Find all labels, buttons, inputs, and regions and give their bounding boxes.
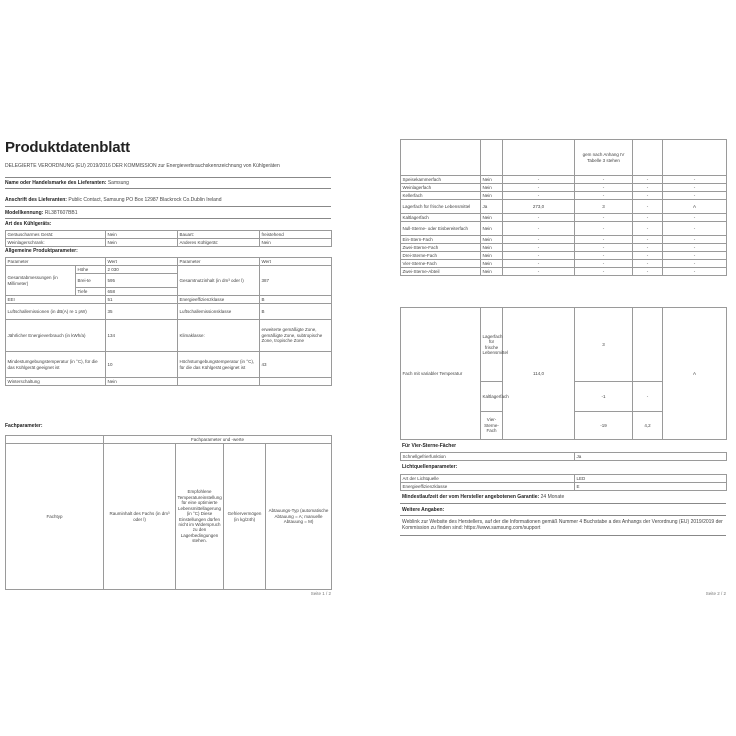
page-number: Seite 2 / 2 — [705, 591, 726, 596]
table-cell: Nein — [106, 378, 178, 386]
table-cell: Nein — [481, 192, 503, 200]
table-cell: Gefriervermögen (in kg/24h) — [224, 444, 266, 590]
table-cell: 4,2 — [633, 412, 663, 440]
table-cell: Empfohlene Temperatureinstellung für eine optimierte Lebensmittellagerung (in °C) Diese Einstellungen dürfen nicht im Widerspruch zu den Lagerbedingungen stehen. — [176, 444, 224, 590]
table-cell: - — [663, 214, 727, 222]
fach-table — [5, 435, 332, 590]
table-cell: - — [663, 184, 727, 192]
page-number: Seite 1 / 2 — [310, 591, 331, 596]
table-cell — [401, 140, 481, 176]
table-cell: Zwei-Sterne-Fach — [401, 244, 481, 252]
table-cell: 658 — [106, 288, 178, 296]
table-cell: Nein — [481, 184, 503, 192]
model-line — [5, 210, 78, 216]
datasheet-page-1 — [3, 139, 333, 597]
warranty-line — [402, 494, 564, 500]
table-cell — [260, 378, 332, 386]
further-text: Weblink zur Website des Herstellers, auf der die Informationen gemäß Nummer 4 Buchstabe a des Anhangs der Verordnung (EU) 2019/2019 der Kommission zu finden sind: https://www.samsung.com/support — [402, 519, 723, 531]
table-cell — [481, 140, 503, 176]
table-cell: - — [663, 222, 727, 236]
table-cell: - — [633, 184, 663, 192]
table-cell: Kaltlagerfach — [401, 214, 481, 222]
table-cell: Brei-te — [76, 274, 106, 288]
table-cell: - — [633, 260, 663, 268]
table-cell: Ja — [575, 453, 727, 461]
table-cell: E — [575, 483, 727, 491]
table-cell: -19 — [575, 412, 633, 440]
table-cell: Kaltlagerfach — [481, 382, 503, 412]
table-cell: Parameter — [6, 258, 106, 266]
regulation-text: DELEGIERTE VERORDNUNG (EU) 2019/2016 DER KOMMISSION zur Energieverbrauchskennzeichnung von Kühlgeräten — [5, 163, 280, 169]
table-cell: Nein — [481, 268, 503, 276]
text: Name oder Handelsmarke des Lieferanten: — [5, 180, 107, 186]
table-cell: 35 — [106, 304, 178, 320]
table-cell: Rauminhalt des Fachs (in dm³ oder l) — [104, 444, 176, 590]
table-cell: - — [663, 252, 727, 260]
table-cell: - — [503, 268, 575, 276]
table-cell: Nein — [481, 176, 503, 184]
table-cell: - — [503, 236, 575, 244]
table-cell: Luftschallemissionen (in dB(A) re 1 pW) — [6, 304, 106, 320]
table-cell: 114,0 — [503, 308, 575, 440]
table-cell — [663, 140, 727, 176]
table-cell: Nein — [481, 260, 503, 268]
table-cell: Schnellgefrierfunktion — [401, 453, 575, 461]
table-cell: -1 — [575, 382, 633, 412]
table-cell: - — [663, 268, 727, 276]
table-cell: Fachparameter und -werte — [104, 436, 332, 444]
table-cell: B — [260, 296, 332, 304]
table-cell: - — [633, 214, 663, 222]
table-cell: Höhe — [76, 266, 106, 274]
table-cell: A — [663, 308, 727, 440]
table-cell: B — [260, 304, 332, 320]
table-cell: - — [575, 184, 633, 192]
table-cell: Kellerfach — [401, 192, 481, 200]
table-cell: EEI — [6, 296, 106, 304]
table-cell: 2 030 — [106, 266, 178, 274]
table-cell — [633, 140, 663, 176]
table-cell: - — [633, 244, 663, 252]
table-cell: - — [663, 260, 727, 268]
table-cell: Höchstumgebungstemperatur (in °C), für die das Kühlgerät geeignet ist — [178, 352, 260, 378]
table-cell: Nein — [260, 239, 332, 247]
divider — [5, 188, 331, 189]
table-cell — [503, 140, 575, 176]
table-cell: - — [633, 192, 663, 200]
table-cell: Nein — [481, 236, 503, 244]
table-cell: Lagerfach für frische Lebensmittel — [481, 308, 503, 382]
table-cell: Parameter — [178, 258, 260, 266]
table-cell: - — [503, 192, 575, 200]
table-cell: Tiefe — [76, 288, 106, 296]
table-cell: gem nach Anhang IV Tabelle 3 stehen — [575, 140, 633, 176]
table-cell: Bauart: — [178, 231, 260, 239]
table-cell: 3 — [575, 308, 633, 382]
quick-freeze-table — [400, 452, 727, 461]
general-heading: Allgemeine Produktparameter: — [5, 248, 78, 254]
table-cell: - — [663, 244, 727, 252]
text: 24 Monate — [540, 494, 565, 500]
four-star-heading: Für Vier-Sterne-Fächer — [402, 443, 457, 449]
divider — [5, 218, 331, 219]
table-cell: Nein — [106, 231, 178, 239]
table-cell: erweiterte gemäßigte Zone, gemäßigte Zone, subtropische Zone, tropische Zone — [260, 320, 332, 352]
light-table — [400, 474, 727, 491]
table-cell: 10 — [106, 352, 178, 378]
table-cell: - — [633, 382, 663, 412]
table-cell: - — [663, 176, 727, 184]
table-cell: 595 — [106, 274, 178, 288]
divider — [5, 206, 331, 207]
text: Modellkennung: — [5, 210, 44, 216]
table-cell: 134 — [106, 320, 178, 352]
table-cell: - — [633, 252, 663, 260]
text: Public Contact, Samsung PO Box 12987 Blackrock Co.Dublin Ireland — [68, 197, 222, 203]
datasheet-page-2 — [398, 139, 728, 597]
table-cell: Nein — [106, 239, 178, 247]
table-cell: - — [575, 252, 633, 260]
table-cell: Energieeffizienzklasse — [401, 483, 575, 491]
table-cell: Mindestumgebungstemperatur (in °C), für die das Kühlgerät geeignet ist — [6, 352, 106, 378]
table-cell: - — [575, 222, 633, 236]
table-cell: - — [503, 184, 575, 192]
table-cell: - — [503, 222, 575, 236]
divider — [400, 515, 726, 516]
page-title: Produktdatenblatt — [5, 139, 130, 156]
light-heading: Lichtquellenparameter: — [402, 464, 458, 470]
table-cell: Weinlagerschrank: — [6, 239, 106, 247]
table-cell: Energieeffizienzklasse — [178, 296, 260, 304]
table-cell: - — [575, 192, 633, 200]
table-cell: Anderes Kühlgerät: — [178, 239, 260, 247]
table-cell: 273,0 — [503, 200, 575, 214]
table-cell: - — [633, 222, 663, 236]
divider — [5, 177, 331, 178]
table-cell: Geräuscharmes Gerät: — [6, 231, 106, 239]
table-cell: Ein-Stern-Fach — [401, 236, 481, 244]
table-cell: 387 — [260, 266, 332, 296]
table-cell: - — [575, 268, 633, 276]
type-table — [5, 230, 332, 247]
table-cell — [633, 308, 663, 382]
table-cell: Fach mit variabler Temperatur — [401, 308, 481, 440]
table-cell: - — [633, 236, 663, 244]
table-cell: Nein — [481, 252, 503, 260]
table-cell: 3 — [575, 200, 633, 214]
table-cell: Ja — [481, 200, 503, 214]
table-cell: - — [575, 260, 633, 268]
address-line — [5, 197, 222, 203]
table-cell: Winterschaltung — [6, 378, 106, 386]
table-cell: - — [575, 176, 633, 184]
table-cell: - — [663, 192, 727, 200]
table-cell: Fachtyp — [6, 444, 104, 590]
table-cell: Art der Lichtquelle — [401, 475, 575, 483]
supplier-line — [5, 180, 129, 186]
table-cell: freistehend — [260, 231, 332, 239]
table-cell: Drei-Sterne-Fach — [401, 252, 481, 260]
table-cell: Nein — [481, 244, 503, 252]
type-heading: Art des Kühlgeräts: — [5, 221, 52, 227]
table-cell: - — [575, 244, 633, 252]
table-cell: - — [633, 268, 663, 276]
table-cell: Nein — [481, 222, 503, 236]
table-cell: - — [503, 260, 575, 268]
table-cell: Weinlagerfach — [401, 184, 481, 192]
table-cell: - — [503, 252, 575, 260]
table-cell: - — [575, 236, 633, 244]
table-cell: - — [663, 236, 727, 244]
fach-heading: Fachparameter: — [5, 423, 43, 429]
text: Anschrift des Lieferanten: — [5, 197, 67, 203]
table-cell: - — [503, 176, 575, 184]
text: RL38T607BB1 — [44, 210, 78, 216]
table-cell — [6, 436, 104, 444]
text: Mindestlaufzeit der vom Hersteller angebotenen Garantie: — [402, 494, 540, 500]
variable-temp-table — [400, 307, 727, 440]
divider — [400, 503, 726, 504]
table-cell: 43 — [260, 352, 332, 378]
general-table — [5, 257, 332, 386]
table-cell: Gesamtabmessungen (in Millimeter) — [6, 266, 76, 296]
further-heading: Weitere Angaben: — [402, 507, 445, 513]
table-cell — [178, 378, 260, 386]
divider — [400, 535, 726, 536]
table-cell: Jährlicher Energieverbrauch (in kWh/a) — [6, 320, 106, 352]
table-cell: Wert — [260, 258, 332, 266]
table-cell: - — [633, 200, 663, 214]
table-cell: Gesamtnutzinhalt (in dm³ oder l) — [178, 266, 260, 296]
table-cell: - — [575, 214, 633, 222]
table-cell: A — [663, 200, 727, 214]
table-cell: Vier-Sterne-Fach — [401, 260, 481, 268]
table-cell: Vier-Sterne-Fach — [481, 412, 503, 440]
table-cell: Nein — [481, 214, 503, 222]
table-cell: - — [633, 176, 663, 184]
compartment-table — [400, 139, 727, 276]
table-cell: Luftschallemissionsklasse — [178, 304, 260, 320]
table-cell: - — [503, 244, 575, 252]
table-cell: 51 — [106, 296, 178, 304]
table-cell: - — [503, 214, 575, 222]
table-cell: Null-Sterne- oder Eisbereiterfach — [401, 222, 481, 236]
table-cell: Speisekammerfach — [401, 176, 481, 184]
table-cell: Abtauungs-Typ (automatische Abtauung = A; manuelle Abtauung = M) — [266, 444, 332, 590]
text: Samsung — [107, 180, 129, 186]
table-cell: Lagerfach für frische Lebensmittel — [401, 200, 481, 214]
table-cell: Zwei-Sterne-Abteil — [401, 268, 481, 276]
table-cell: Wert — [106, 258, 178, 266]
table-cell: Klimaklasse: — [178, 320, 260, 352]
table-cell: LED — [575, 475, 727, 483]
